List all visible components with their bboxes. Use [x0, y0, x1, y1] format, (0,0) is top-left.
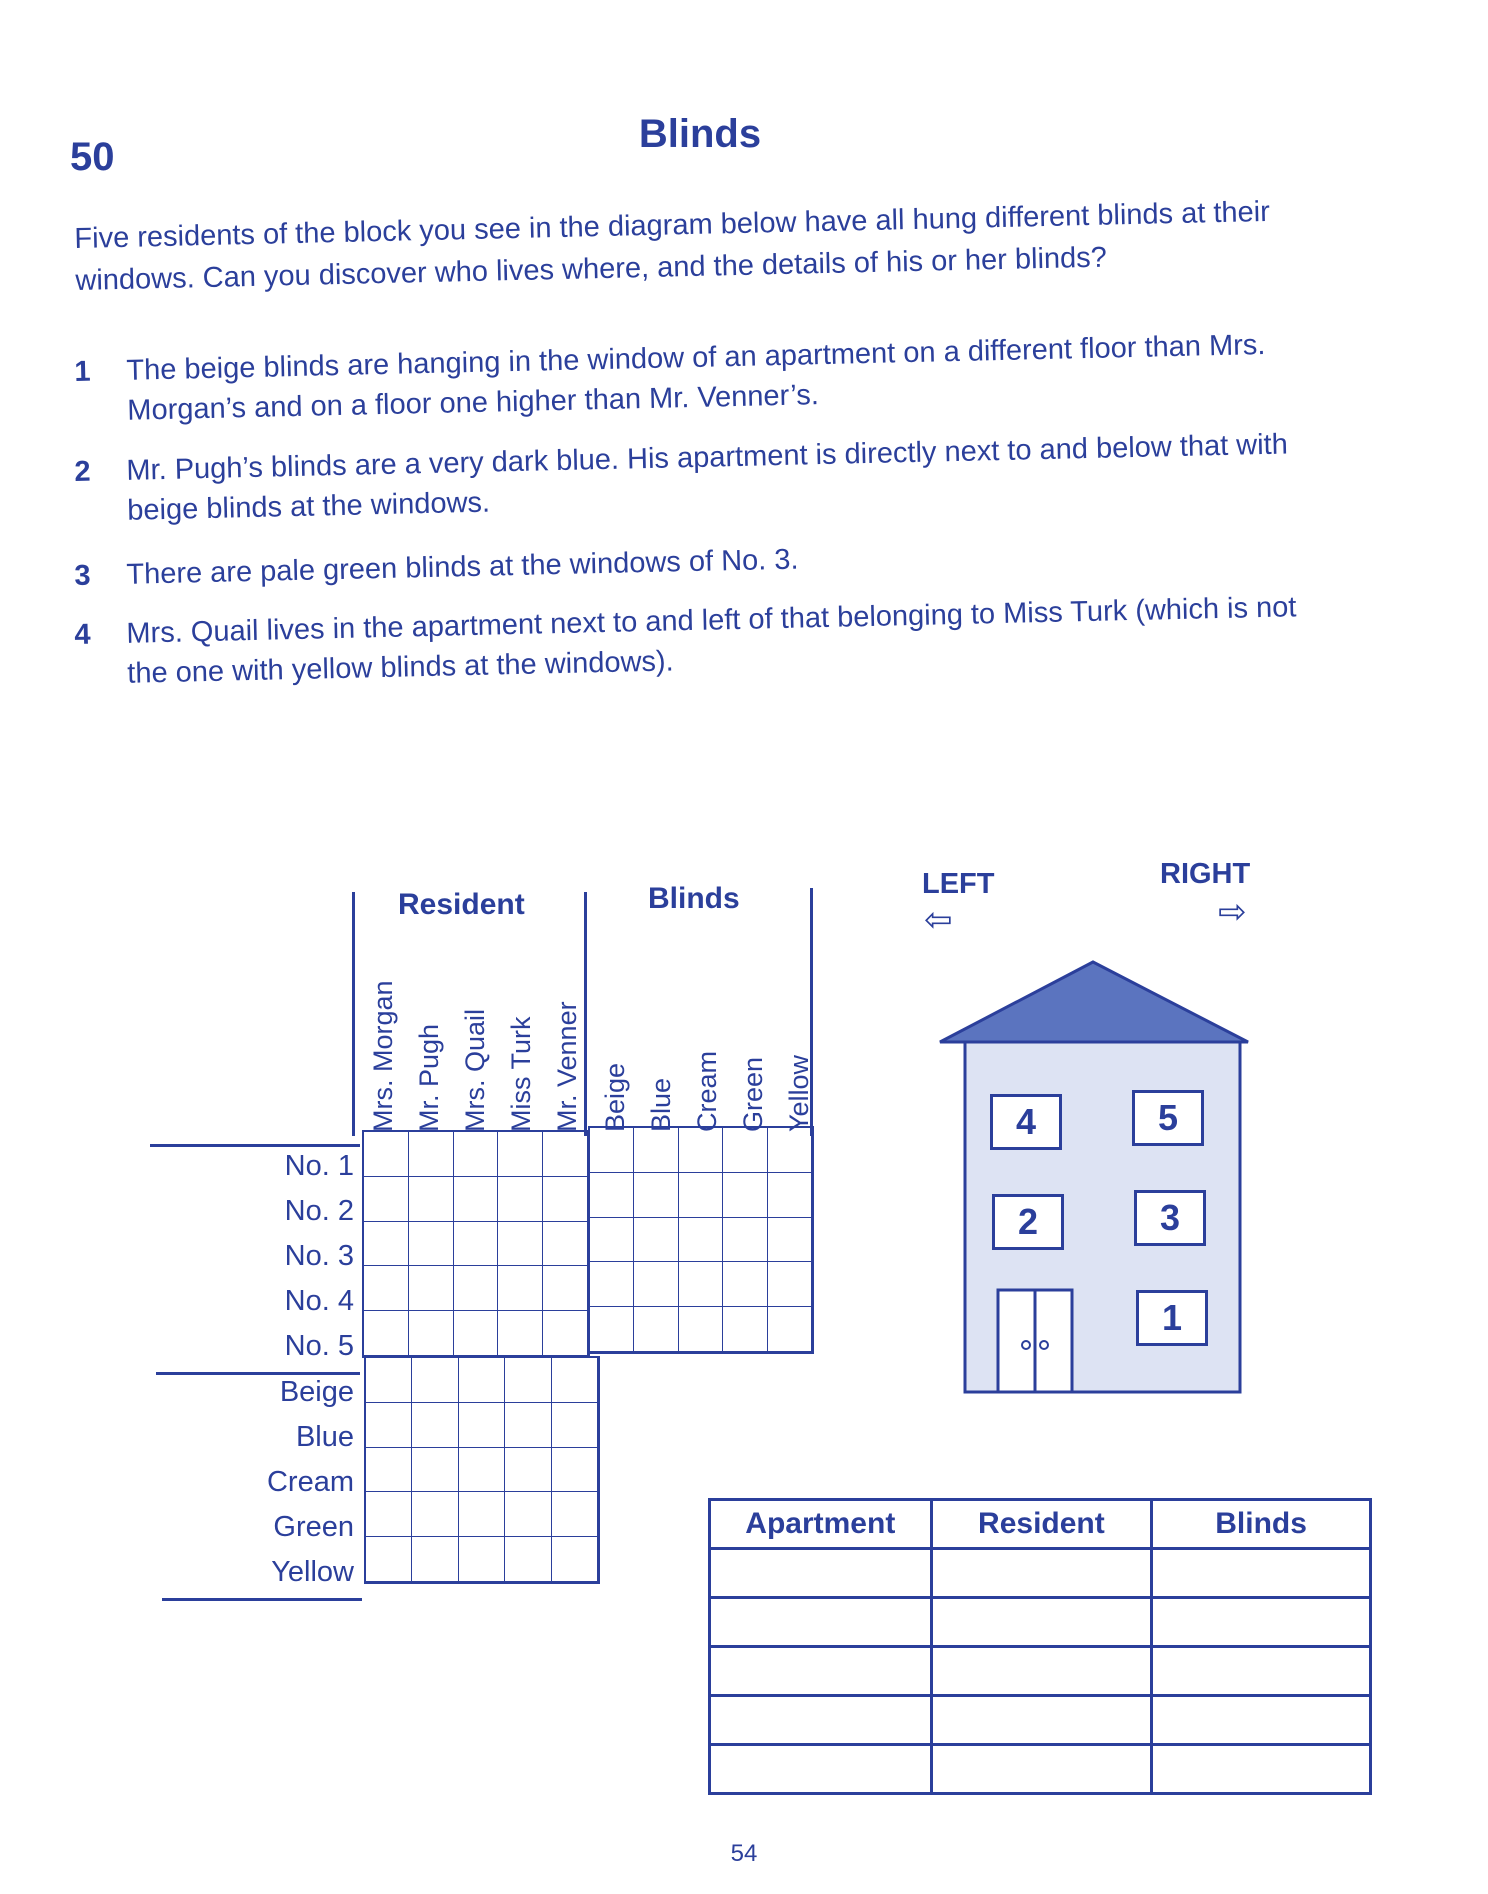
answer-cell[interactable]: [710, 1696, 932, 1745]
grid-cell[interactable]: [364, 1222, 409, 1267]
grid-cell[interactable]: [552, 1537, 598, 1582]
grid-cell[interactable]: [543, 1132, 588, 1177]
grid-cell[interactable]: [768, 1173, 812, 1218]
grid-cell[interactable]: [454, 1132, 499, 1177]
grid-cell[interactable]: [364, 1311, 409, 1356]
answer-cell[interactable]: [710, 1549, 932, 1598]
grid-cell[interactable]: [723, 1218, 767, 1263]
grid-cell[interactable]: [366, 1448, 412, 1493]
row-label-blinds: Green: [273, 1511, 354, 1543]
grid-cell[interactable]: [459, 1448, 505, 1493]
grid-cell[interactable]: [409, 1222, 454, 1267]
clue-text: Mr. Pugh’s blinds are a very dark blue. His apartment is directly next to and below that with beige blinds at the windows.: [126, 428, 1289, 527]
answer-cell[interactable]: [710, 1745, 932, 1794]
grid-cell[interactable]: [412, 1358, 458, 1403]
row-separator: [150, 1144, 360, 1147]
clue-number: 1: [74, 355, 91, 388]
grid-cell[interactable]: [679, 1262, 723, 1307]
grid-cell[interactable]: [409, 1177, 454, 1222]
grid-cell[interactable]: [505, 1358, 551, 1403]
header-resident: Resident: [931, 1500, 1152, 1549]
grid-cell[interactable]: [498, 1177, 543, 1222]
grid-cell[interactable]: [634, 1173, 678, 1218]
answer-cell[interactable]: [1152, 1696, 1371, 1745]
intro-paragraph: Five residents of the block you see in the diagram below have all hung different blinds at their windows. Can you discover who lives where, and the details of his or her blinds?: [74, 195, 1271, 297]
answer-cell[interactable]: [931, 1647, 1152, 1696]
grid-cell[interactable]: [590, 1173, 634, 1218]
col-label-blinds: Green: [738, 1056, 768, 1132]
grid-cell[interactable]: [590, 1128, 634, 1173]
grid-cell[interactable]: [543, 1266, 588, 1311]
grid-cell[interactable]: [364, 1132, 409, 1177]
grid-cell[interactable]: [679, 1218, 723, 1263]
grid-cell[interactable]: [590, 1307, 634, 1352]
grid-cell[interactable]: [543, 1311, 588, 1356]
apartment-3: 3: [1134, 1190, 1206, 1246]
answer-cell[interactable]: [710, 1647, 932, 1696]
row-label-apartment: No. 4: [284, 1285, 354, 1317]
grid-cell[interactable]: [505, 1492, 551, 1537]
col-label-resident: Mrs. Morgan: [368, 980, 398, 1132]
col-label-resident: Mrs. Quail: [460, 1008, 490, 1132]
col-label-resident: Mr. Pugh: [414, 1023, 444, 1132]
grid-cell[interactable]: [590, 1262, 634, 1307]
grid-cell[interactable]: [412, 1492, 458, 1537]
answer-cell[interactable]: [1152, 1549, 1371, 1598]
clue-3: [74, 527, 1364, 592]
puzzle-number: 50: [70, 135, 115, 179]
answer-cell[interactable]: [710, 1598, 932, 1647]
clue-number: 3: [74, 559, 91, 592]
blinds-header: Blinds: [648, 882, 740, 915]
grid-cell[interactable]: [498, 1266, 543, 1311]
grid-block-apartment-resident[interactable]: [362, 1130, 590, 1358]
grid-cell[interactable]: [634, 1218, 678, 1263]
row-separator: [156, 1372, 360, 1375]
grid-cell[interactable]: [498, 1222, 543, 1267]
clue-text: Mrs. Quail lives in the apartment next to and left of that belonging to Miss Turk (which is not the one with yellow blinds at the windows).: [126, 591, 1297, 690]
table-row: [710, 1598, 1371, 1647]
grid-cell[interactable]: [552, 1403, 598, 1448]
row-label-blinds: Cream: [266, 1466, 354, 1498]
row-label-apartment: No. 1: [284, 1150, 354, 1182]
clue-number: 4: [74, 618, 91, 651]
col-label-resident: Miss Turk: [506, 1016, 536, 1132]
grid-cell[interactable]: [679, 1128, 723, 1173]
answer-cell[interactable]: [931, 1696, 1152, 1745]
header-divider: [352, 892, 355, 1136]
table-row: [710, 1745, 1371, 1794]
grid-cell[interactable]: [679, 1173, 723, 1218]
grid-cell[interactable]: [768, 1128, 812, 1173]
left-arrow-icon: ⇦: [924, 901, 953, 939]
grid-cell[interactable]: [498, 1311, 543, 1356]
grid-cell[interactable]: [768, 1307, 812, 1352]
building-diagram: [930, 950, 1260, 1410]
right-label: RIGHT: [1160, 858, 1251, 890]
table-row: [710, 1696, 1371, 1745]
grid-cell[interactable]: [412, 1448, 458, 1493]
grid-cell[interactable]: [412, 1537, 458, 1582]
grid-cell[interactable]: [459, 1358, 505, 1403]
apartment-1: 1: [1136, 1290, 1208, 1346]
grid-cell[interactable]: [590, 1218, 634, 1263]
grid-cell[interactable]: [459, 1403, 505, 1448]
grid-cell[interactable]: [552, 1358, 598, 1403]
grid-cell[interactable]: [543, 1177, 588, 1222]
grid-cell[interactable]: [366, 1492, 412, 1537]
grid-cell[interactable]: [634, 1128, 678, 1173]
right-arrow-icon: ⇨: [1218, 893, 1247, 931]
grid-cell[interactable]: [459, 1537, 505, 1582]
grid-cell[interactable]: [364, 1266, 409, 1311]
answer-cell[interactable]: [1152, 1745, 1371, 1794]
grid-cell[interactable]: [723, 1262, 767, 1307]
answer-cell[interactable]: [931, 1745, 1152, 1794]
grid-cell[interactable]: [459, 1492, 505, 1537]
apartment-5: 5: [1132, 1090, 1204, 1146]
grid-cell[interactable]: [498, 1132, 543, 1177]
grid-cell[interactable]: [768, 1262, 812, 1307]
answer-cell[interactable]: [931, 1598, 1152, 1647]
grid-cell[interactable]: [409, 1311, 454, 1356]
clue-text: The beige blinds are hanging in the window of an apartment on a different floor than Mrs. Morgan’s and on a floor one higher than Mr. Venner’s.: [126, 328, 1266, 427]
row-label-blinds: Beige: [279, 1376, 354, 1408]
left-label: LEFT: [922, 868, 995, 900]
row-separator: [162, 1598, 362, 1601]
roof: [940, 962, 1248, 1042]
clue-number: 2: [74, 455, 91, 488]
header-divider: [584, 892, 587, 1136]
grid-cell[interactable]: [454, 1266, 499, 1311]
grid-cell[interactable]: [412, 1403, 458, 1448]
grid-cell[interactable]: [634, 1307, 678, 1352]
grid-cell[interactable]: [366, 1358, 412, 1403]
grid-cell[interactable]: [409, 1132, 454, 1177]
row-label-blinds: Yellow: [271, 1556, 354, 1588]
answer-cell[interactable]: [931, 1549, 1152, 1598]
row-label-blinds: Blue: [295, 1421, 354, 1453]
page-title: Blinds: [638, 112, 762, 156]
grid-cell[interactable]: [723, 1128, 767, 1173]
row-label-apartment: No. 3: [284, 1240, 354, 1272]
grid-cell[interactable]: [679, 1307, 723, 1352]
grid-cell[interactable]: [366, 1403, 412, 1448]
grid-cell[interactable]: [454, 1222, 499, 1267]
grid-cell[interactable]: [552, 1492, 598, 1537]
row-label-apartment: No. 5: [284, 1330, 354, 1362]
grid-cell[interactable]: [723, 1173, 767, 1218]
clue-1: [74, 323, 1364, 427]
header-blinds: Blinds: [1152, 1500, 1371, 1549]
grid-cell[interactable]: [505, 1537, 551, 1582]
table-row: [710, 1647, 1371, 1696]
front-door: [998, 1290, 1072, 1392]
grid-block-apartment-blinds[interactable]: [588, 1126, 814, 1354]
table-row: [710, 1549, 1371, 1598]
resident-header: Resident: [398, 888, 525, 921]
grid-cell[interactable]: [505, 1448, 551, 1493]
grid-cell[interactable]: [505, 1403, 551, 1448]
answer-cell[interactable]: [1152, 1647, 1371, 1696]
grid-cell[interactable]: [552, 1448, 598, 1493]
col-label-blinds: Cream: [692, 1050, 722, 1132]
row-label-apartment: No. 2: [284, 1195, 354, 1227]
page-number: 54: [730, 1840, 758, 1867]
grid-cell[interactable]: [364, 1177, 409, 1222]
grid-cell[interactable]: [723, 1307, 767, 1352]
col-label-blinds: Blue: [646, 1077, 676, 1132]
grid-cell[interactable]: [454, 1177, 499, 1222]
grid-cell[interactable]: [409, 1266, 454, 1311]
col-label-resident: Mr. Venner: [552, 1001, 582, 1132]
apartment-4: 4: [990, 1094, 1062, 1150]
grid-cell[interactable]: [768, 1218, 812, 1263]
answer-cell[interactable]: [1152, 1598, 1371, 1647]
clue-text: There are pale green blinds at the windows of No. 3.: [126, 543, 799, 591]
grid-cell[interactable]: [454, 1311, 499, 1356]
col-label-blinds: Beige: [600, 1062, 630, 1132]
solution-table: [708, 1498, 1372, 1795]
header-apartment: Apartment: [710, 1500, 932, 1549]
col-label-blinds: Yellow: [784, 1054, 814, 1132]
grid-cell[interactable]: [543, 1222, 588, 1267]
grid-cell[interactable]: [634, 1262, 678, 1307]
grid-block-blinds-resident[interactable]: [364, 1356, 600, 1584]
apartment-2: 2: [992, 1194, 1064, 1250]
grid-cell[interactable]: [366, 1537, 412, 1582]
